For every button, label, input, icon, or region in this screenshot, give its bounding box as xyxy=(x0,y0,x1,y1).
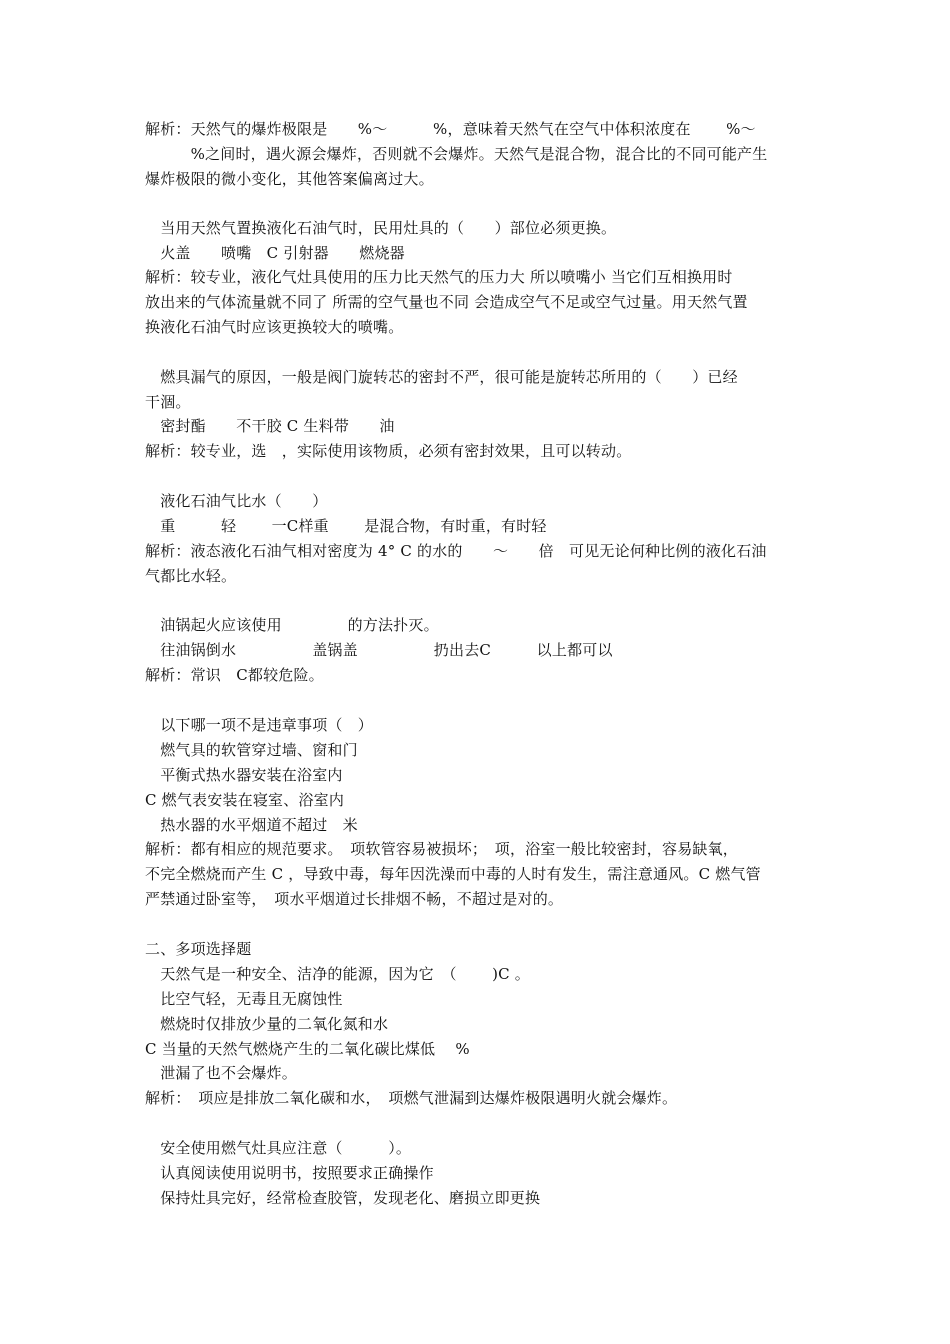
question-text: 天然气是一种安全、洁净的能源，因为它 （ )C 。 xyxy=(145,965,530,983)
answer-option: 燃气具的软管穿过墙、窗和门 xyxy=(145,741,358,759)
question-text: 当用天然气置换液化石油气时，民用灶具的（ ）部位必须更换。 xyxy=(145,219,617,237)
text-line: 干涸。 xyxy=(145,393,191,411)
answer-option: 热水器的水平烟道不超过 米 xyxy=(145,816,358,834)
text-line: 解析：天然气的爆炸极限是 %～ %，意味着天然气在空气中体积浓度在 %～ xyxy=(145,120,756,138)
answer-option: 认真阅读使用说明书，按照要求正确操作 xyxy=(145,1164,434,1182)
answer-option: 比空气轻，无毒且无腐蚀性 xyxy=(145,990,343,1008)
text-line: 解析：常识 C都较危险。 xyxy=(145,666,324,684)
answer-option: 保持灶具完好，经常检查胶管，发现老化、磨损立即更换 xyxy=(145,1189,541,1207)
section-heading: 二、多项选择题 xyxy=(145,940,252,958)
text-line: 爆炸极限的微小变化，其他答案偏离过大。 xyxy=(145,170,434,188)
question-text: 以下哪一项不是违章事项（ ） xyxy=(145,716,374,734)
text-line: 解析：液态液化石油气相对密度为 4° C 的水的 ～ 倍 可见无论何种比例的液化石油 xyxy=(145,542,767,560)
text-line: 严禁通过卧室等， 项水平烟道过长排烟不畅，不超过是对的。 xyxy=(145,890,564,908)
text-line: 放出来的气体流量就不同了 所需的空气量也不同 会造成空气不足或空气过量。用天然气置 xyxy=(145,293,748,311)
text-line: 不完全燃烧而产生 C ，导致中毒，每年因洗澡而中毒的人时有发生，需注意通风。C 燃气管 xyxy=(145,865,761,883)
answer-options: 密封酯 不干胶 C 生料带 油 xyxy=(145,417,395,435)
question-text: 液化石油气比水（ ） xyxy=(145,492,328,510)
answer-option: C 当量的天然气燃烧产生的二氧化碳比煤低 % xyxy=(145,1040,470,1058)
answer-option: 泄漏了也不会爆炸。 xyxy=(145,1064,298,1082)
answer-option: 平衡式热水器安装在浴室内 xyxy=(145,766,343,784)
text-line: 换液化石油气时应该更换较大的喷嘴。 xyxy=(145,318,404,336)
text-line: 解析：都有相应的规范要求。 项软管容易被损坏； 项，浴室一般比较密封，容易缺氧， xyxy=(145,840,739,858)
text-line: 气都比水轻。 xyxy=(145,567,237,585)
text-line: 解析：较专业，选 ，实际使用该物质，必须有密封效果，且可以转动。 xyxy=(145,442,632,460)
text-line: %之间时，遇火源会爆炸，否则就不会爆炸。天然气是混合物，混合比的不同可能产生 xyxy=(145,145,768,163)
answer-option: C 燃气表安装在寝室、浴室内 xyxy=(145,791,345,809)
text-line: 解析：较专业，液化气灶具使用的压力比天然气的压力大 所以喷嘴小 当它们互相换用时 xyxy=(145,268,733,286)
answer-options: 重 轻 一C样重 是混合物，有时重，有时轻 xyxy=(145,517,547,535)
answer-options: 往油锅倒水 盖锅盖 扔出去C 以上都可以 xyxy=(145,641,613,659)
question-text: 油锅起火应该使用 的方法扑灭。 xyxy=(145,616,439,634)
answer-option: 燃烧时仅排放少量的二氧化氮和水 xyxy=(145,1015,389,1033)
question-text: 安全使用燃气灶具应注意（ ）。 xyxy=(145,1139,412,1157)
answer-options: 火盖 喷嘴 C 引射器 燃烧器 xyxy=(145,244,405,262)
question-text: 燃具漏气的原因，一般是阀门旋转芯的密封不严，很可能是旋转芯所用的（ ）已经 xyxy=(145,368,738,386)
text-line: 解析： 项应是排放二氧化碳和水， 项燃气泄漏到达爆炸极限遇明火就会爆炸。 xyxy=(145,1089,678,1107)
